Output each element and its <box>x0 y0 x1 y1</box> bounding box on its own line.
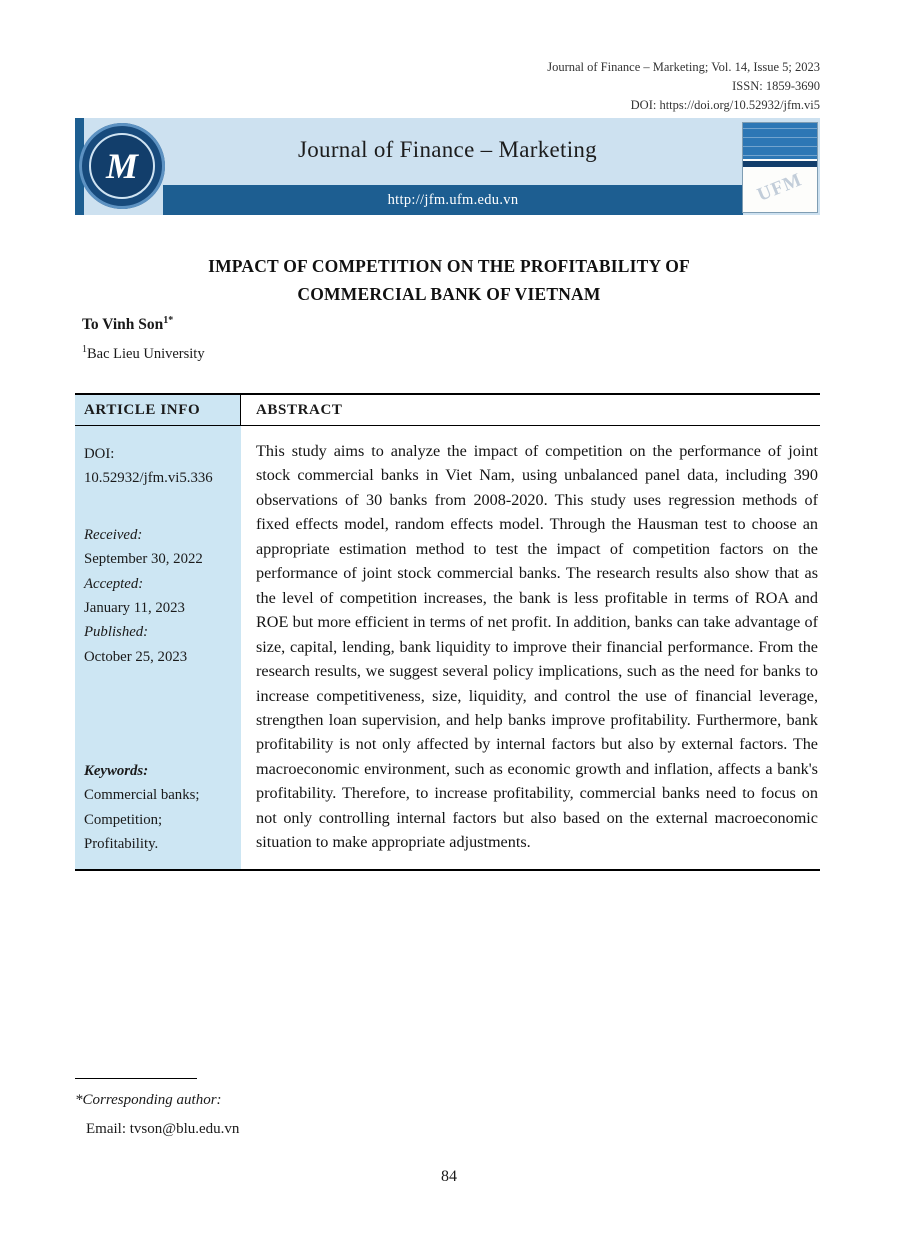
affiliation-superscript: 1 <box>82 344 87 355</box>
email-line <box>86 1121 239 1138</box>
keyword-item: Competition; <box>84 811 163 828</box>
journal-meta-line: Journal of Finance – Marketing; Vol. 14, Issue 5; 2023 <box>547 60 820 74</box>
keyword-item: Profitability. <box>84 836 159 853</box>
author-name <box>82 315 173 334</box>
email-label: Email: <box>86 1121 126 1137</box>
journal-banner <box>75 118 820 215</box>
doi-block <box>84 442 233 491</box>
email-link[interactable]: tvson@blu.edu.vn <box>129 1121 240 1137</box>
author-superscript: 1* <box>163 315 174 326</box>
ufm-logo-icon <box>79 123 165 209</box>
article-info-cell <box>75 426 241 869</box>
accepted-label: Accepted: <box>84 575 144 592</box>
cover-watermark-text: UFM <box>754 169 806 206</box>
corresponding-author-note: *Corresponding author: <box>75 1092 222 1108</box>
article-title-line2: COMMERCIAL BANK OF VIETNAM <box>297 284 601 304</box>
table-body-row <box>75 426 820 871</box>
keyword-item: Commercial banks; <box>84 787 200 804</box>
article-title <box>0 252 898 308</box>
doi-link[interactable]: DOI: https://doi.org/10.52932/jfm.vi5 <box>630 98 820 112</box>
article-info-table <box>75 393 820 871</box>
article-info-header: ARTICLE INFO <box>75 395 241 425</box>
accepted-date: January 11, 2023 <box>84 600 185 617</box>
received-label: Received: <box>84 526 143 543</box>
article-title-line1: IMPACT OF COMPETITION ON THE PROFITABILITY OF <box>208 256 690 276</box>
doi-value: 10.52932/jfm.vi5.336 <box>84 470 213 487</box>
author-name-text: To Vinh Son <box>82 316 164 334</box>
journal-url-link[interactable]: http://jfm.ufm.edu.vn <box>163 185 743 215</box>
journal-title: Journal of Finance – Marketing <box>298 137 597 162</box>
abstract-header: ABSTRACT <box>256 402 343 418</box>
published-label: Published: <box>84 624 149 641</box>
author-affiliation <box>82 344 205 363</box>
cover-header-band <box>743 123 817 159</box>
journal-cover-thumbnail <box>742 122 818 213</box>
ufm-logo-letter: M <box>105 146 138 186</box>
doi-label: DOI: <box>84 446 115 462</box>
affiliation-text: Bac Lieu University <box>87 345 205 362</box>
journal-meta-block <box>547 58 820 115</box>
keywords-label: Keywords: <box>84 763 149 780</box>
received-date: September 30, 2022 <box>84 551 203 568</box>
issn-line: ISSN: 1859-3690 <box>732 79 820 93</box>
table-header-row <box>75 393 820 426</box>
keywords-block <box>84 759 233 857</box>
footnote-divider <box>75 1078 197 1079</box>
ufm-logo-core <box>89 133 155 199</box>
page-number: 84 <box>441 1168 457 1185</box>
published-date: October 25, 2023 <box>84 648 188 665</box>
abstract-text: This study aims to analyze the impact of competition on the performance of joint stock commercial banks in Viet Nam, using unbalanced panel data, including 390 observations of 30 banks from 2008-2020. This study uses regression methods of fixed effects model, random effects model. Through the Hausman test to choose an appropriate estimation method to test the impact of competition factors on the performance of joint stock commercial banks. The research results also show that as the level of competition increases, the bank is less profitable in terms of ROA and ROE but more efficient in terms of net profit. In addition, banks can take advantage of size, capital, lending, bank liquidity to improve their financial performance. From the research results, we suggest several policy implications, such as the need for banks to increase competitiveness, size, liquidity, and control the use of financial leverage, strengthen loan supervision, and help banks improve profitability. Furthermore, bank profitability is not only affected by internal factors but also by external factors. The macroeconomic environment, such as economic growth and inflation, affects a bank's profitability. Therefore, to increase profitability, commercial banks need to focus on not only controlling internal factors but also based on the external macroeconomic situation to make appropriate adjustments. <box>256 442 818 852</box>
